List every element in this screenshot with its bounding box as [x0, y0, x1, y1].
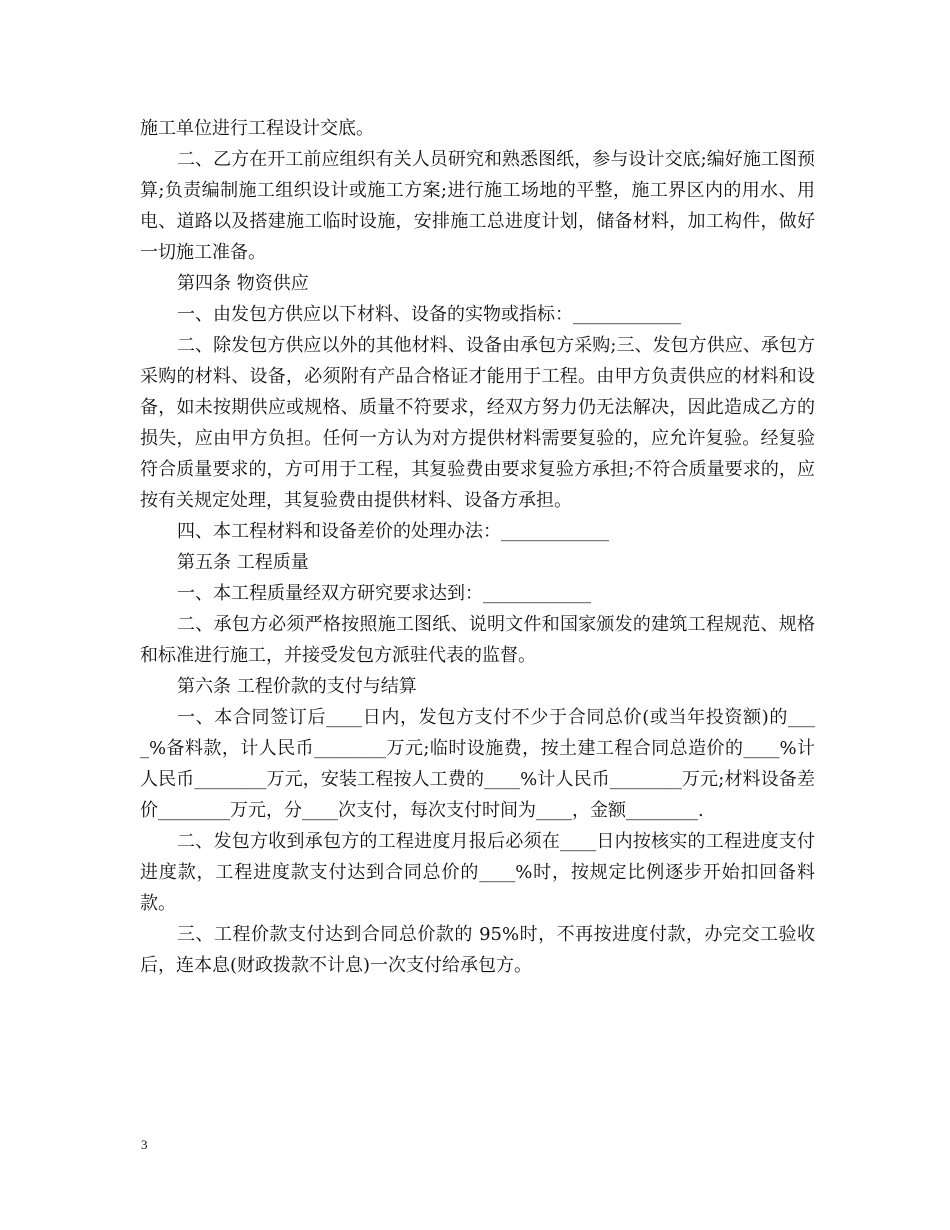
article-4-heading: 第四条 物资供应: [177, 273, 309, 294]
paragraph-price-difference: 四、本工程材料和设备差价的处理办法：____________: [177, 521, 609, 542]
page-number: 3: [141, 1137, 148, 1152]
paragraph-construction-standards: 二、承包方必须严格按照施工图纸、说明文件和国家颁发的建筑工程规范、规格和标准进行施工，并接受发包方派驻代表的监督。: [140, 614, 815, 666]
paragraph-party-b-preparation: 二、乙方在开工前应组织有关人员研究和熟悉图纸，参与设计交底;编好施工图预算;负责编制施工组织设计或施工方案;进行施工场地的平整，施工界区内的用水、用电、道路以及搭建施工临时设施，安排施工总进度计划，储备材料，加工构件，做好一切施工准备。: [140, 149, 815, 263]
article-6-heading: 第六条 工程价款的支付与结算: [177, 676, 417, 697]
paragraph-final-payment: 三、工程价款支付达到合同总价款的 95%时，不再按进度付款，办完交工验收后，连本息(财政拨款不计息)一次支付给承包方。: [140, 924, 815, 976]
paragraph-continuation: 施工单位进行工程设计交底。: [140, 118, 374, 139]
paragraph-materials-supplied: 一、由发包方供应以下材料、设备的实物或指标：____________: [177, 304, 681, 325]
article-5-heading: 第五条 工程质量: [177, 552, 309, 573]
paragraph-progress-payment: 二、发包方收到承包方的工程进度月报后必须在____日内按核实的工程进度支付进度款，工程进度款支付达到合同总价的____%时，按规定比例逐步开始扣回备料款。: [140, 831, 815, 914]
paragraph-materials-procurement: 二、除发包方供应以外的其他材料、设备由承包方采购;三、发包方供应、承包方采购的材料、设备，必须附有产品合格证才能用于工程。由甲方负责供应的材料和设备，如未按期供应或规格、质量不符要求，经双方努力仍无法解决，因此造成乙方的损失，应由甲方负担。任何一方认为对方提供材料需要复验的，应允许复验。经复验符合质量要求的，方可用于工程，其复验费由要求复验方承担;不符合质量要求的，应按有关规定处理，其复验费由提供材料、设备方承担。: [140, 335, 815, 511]
document-body: [140, 113, 815, 981]
paragraph-quality-target: 一、本工程质量经双方研究要求达到：____________: [177, 583, 591, 604]
paragraph-advance-payment: 一、本合同签订后____日内，发包方支付不少于合同总价(或当年投资额)的____%备料款，计人民币________万元;临时设施费，按土建工程合同总造价的____%计人民币________万元，安装工程按人工费的____%计人民币________万元;材料设备差价________万元，分____次支付，每次支付时间为____，金额________.: [140, 707, 815, 821]
